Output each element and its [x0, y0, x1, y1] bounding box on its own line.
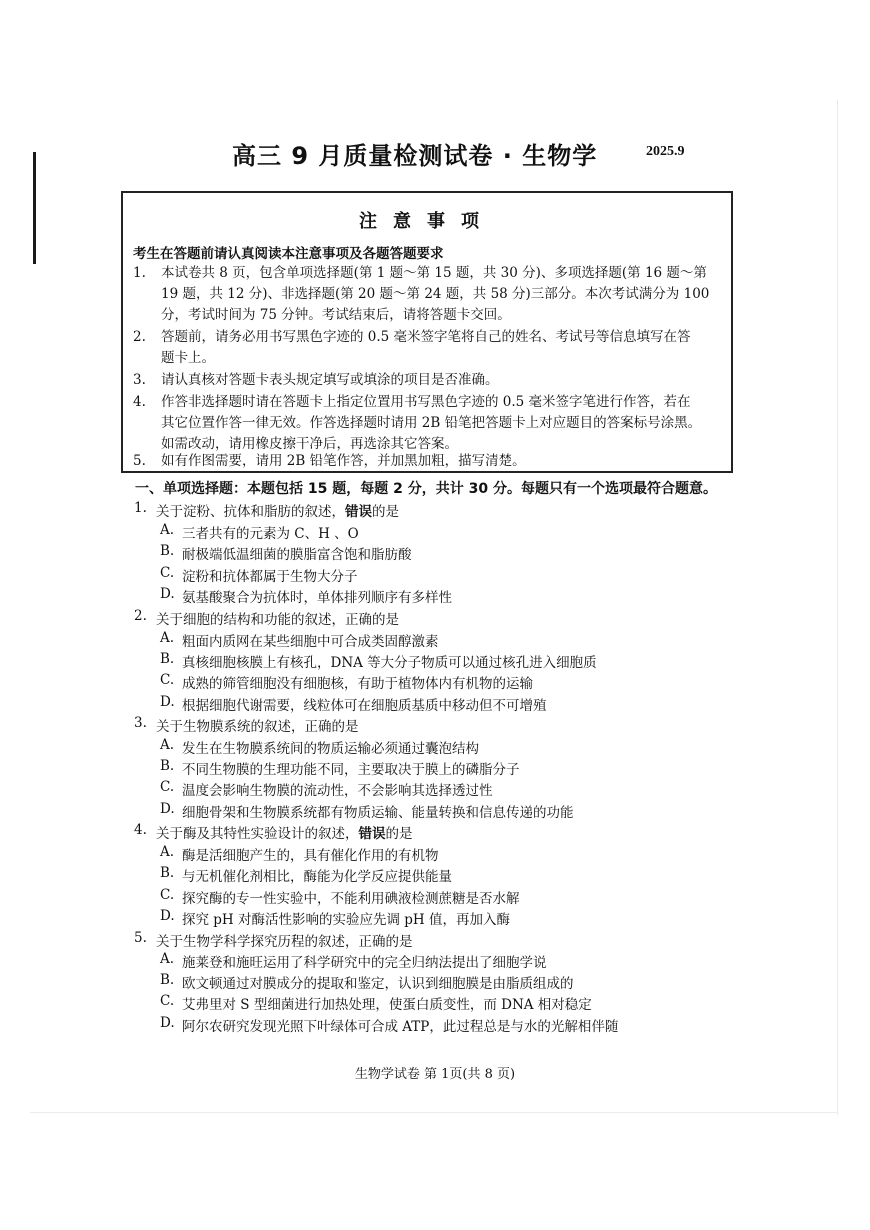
notice-line: 本试卷共 8 页，包含单项选择题(第 1 题～第 15 题，共 30 分)、多项选择题(第 16 题～第 [161, 265, 707, 281]
stem-text-end: 的是 [372, 504, 399, 520]
option-text: 与无机催化剂相比，酶能为化学反应提供能量 [182, 869, 452, 885]
option-text: 温度会影响生物膜的流动性，不会影响其选择透过性 [182, 783, 493, 799]
notice-item [133, 392, 723, 455]
option-text: 不同生物膜的生理功能不同，主要取决于膜上的磷脂分子 [182, 762, 520, 778]
option-text: 阿尔农研究发现光照下叶绿体可合成 ATP，此过程总是与水的光解相伴随 [182, 1019, 619, 1035]
notice-intro: 考生在答题前请认真阅读本注意事项及各题答题要求 [133, 246, 444, 262]
option-letter: C. [160, 565, 175, 581]
option-text: 细胞骨架和生物膜系统都有物质运输、能量转换和信息传递的功能 [182, 805, 574, 821]
option-text: 探究酶的专一性实验中，不能利用碘液检测蔗糖是否水解 [182, 891, 520, 907]
notice-item-number: 2. [133, 329, 146, 345]
notice-box [121, 191, 733, 473]
notice-line: 如需改动，请用橡皮擦干净后，再选涂其它答案。 [161, 436, 458, 452]
notice-item-number: 1. [133, 265, 146, 281]
option-letter: A. [160, 951, 175, 967]
option-letter: D. [160, 1015, 175, 1031]
option-letter: A. [160, 844, 175, 860]
stem-text: 关于生物膜系统的叙述，正确的是 [156, 719, 359, 735]
notice-line: 19 题，共 12 分)、非选择题(第 20 题～第 24 题，共 58 分)三部分。本次考试满分为 100 [161, 286, 710, 302]
question-number: 4. [134, 822, 147, 838]
notice-item-number: 4. [133, 394, 146, 410]
option-text: 三者共有的元素为 C、H 、O [182, 526, 359, 542]
option-letter: A. [160, 630, 175, 646]
option-text: 耐极端低温细菌的膜脂富含饱和脂肪酸 [182, 547, 412, 563]
section-header: 一、单项选择题：本题包括 15 题，每题 2 分，共计 30 分。每题只有一个选项最符合题意。 [135, 481, 717, 497]
option-letter: B. [160, 972, 175, 988]
notice-item-number: 5. [133, 453, 146, 469]
notice-item [133, 263, 723, 326]
option-letter: A. [160, 522, 175, 538]
option-text: 淀粉和抗体都属于生物大分子 [182, 569, 358, 585]
exam-title: 高三 9 月质量检测试卷 · 生物学 [232, 142, 598, 170]
notice-line: 分，考试时间为 75 分钟。考试结束后，请将答题卡交回。 [161, 307, 511, 323]
question-number: 3. [134, 715, 147, 731]
notice-item [133, 327, 723, 369]
option-text: 发生在生物膜系统间的物质运输必须通过囊泡结构 [182, 741, 479, 757]
notice-item [133, 451, 723, 472]
option-letter: C. [160, 993, 175, 1009]
notice-line: 作答非选择题时请在答题卡上指定位置用书写黑色字迹的 0.5 毫米签字笔进行作答，若在 [161, 394, 691, 410]
notice-line: 如有作图需要，请用 2B 铅笔作答，并加黑加粗，描写清楚。 [161, 453, 526, 469]
question-number: 2. [134, 608, 147, 624]
notice-line: 其它位置作答一律无效。作答选择题时请用 2B 铅笔把答题卡上对应题目的答案标号涂黑。 [161, 415, 702, 431]
option-letter: D. [160, 694, 175, 710]
option-text: 粗面内质网在某些细胞中可合成类固醇激素 [182, 634, 439, 650]
stem-text: 关于生物学科学探究历程的叙述，正确的是 [156, 934, 413, 950]
option-text: 成熟的筛管细胞没有细胞核，有助于植物体内有机物的运输 [182, 676, 533, 692]
option-letter: B. [160, 651, 175, 667]
notice-line: 题卡上。 [161, 350, 215, 366]
option-text: 根据细胞代谢需要，线粒体可在细胞质基质中移动但不可增殖 [182, 698, 547, 714]
option-text: 探究 pH 对酶活性影响的实验应先调 pH 值，再加入酶 [182, 912, 510, 928]
stem-text-end: 的是 [385, 826, 413, 842]
option-text: 欧文顿通过对膜成分的提取和鉴定，认识到细胞膜是由脂质组成的 [182, 976, 574, 992]
option-letter: C. [160, 779, 175, 795]
page-bottom-edge-line [30, 1112, 838, 1113]
option-letter: A. [160, 737, 175, 753]
option-text: 酶是活细胞产生的，具有催化作用的有机物 [182, 848, 439, 864]
option-text: 施莱登和施旺运用了科学研究中的完全归纳法提出了细胞学说 [182, 955, 547, 971]
option-text: 氨基酸聚合为抗体时，单体排列顺序有多样性 [182, 590, 452, 606]
question-number: 1. [134, 500, 147, 516]
title-row [0, 136, 870, 172]
notice-line: 请认真核对答题卡表头规定填写或填涂的项目是否准确。 [161, 372, 499, 388]
option-text: 真核细胞核膜上有核孔，DNA 等大分子物质可以通过核孔进入细胞质 [182, 655, 597, 671]
notice-item [133, 370, 723, 391]
option-letter: C. [160, 887, 175, 903]
notice-title: 注意事项 [359, 211, 495, 232]
exam-date: 2025.9 [646, 144, 685, 159]
stem-text: 关于酶及其特性实验设计的叙述， [156, 826, 359, 842]
option-letter: B. [160, 543, 175, 559]
option-letter: B. [160, 758, 175, 774]
notice-item-number: 3. [133, 372, 146, 388]
stem-emphasis: 错误 [345, 504, 372, 520]
option-text: 艾弗里对 S 型细菌进行加热处理，使蛋白质变性，而 DNA 相对稳定 [182, 997, 592, 1013]
option-letter: C. [160, 672, 175, 688]
notice-line: 答题前，请务必用书写黑色字迹的 0.5 毫米签字笔将自己的姓名、考试号等信息填写在答 [161, 329, 691, 345]
option-letter: D. [160, 908, 175, 924]
stem-text: 关于淀粉、抗体和脂肪的叙述， [156, 504, 345, 520]
option-letter: D. [160, 586, 175, 602]
stem-emphasis: 错误 [358, 826, 386, 842]
page-edge-line [837, 100, 838, 1115]
stem-text: 关于细胞的结构和功能的叙述，正确的是 [156, 612, 399, 628]
option-letter: D. [160, 801, 175, 817]
question-number: 5. [134, 930, 147, 946]
option-letter: B. [160, 865, 175, 881]
page-footer: 生物学试卷 第 1页(共 8 页) [354, 1067, 516, 1082]
